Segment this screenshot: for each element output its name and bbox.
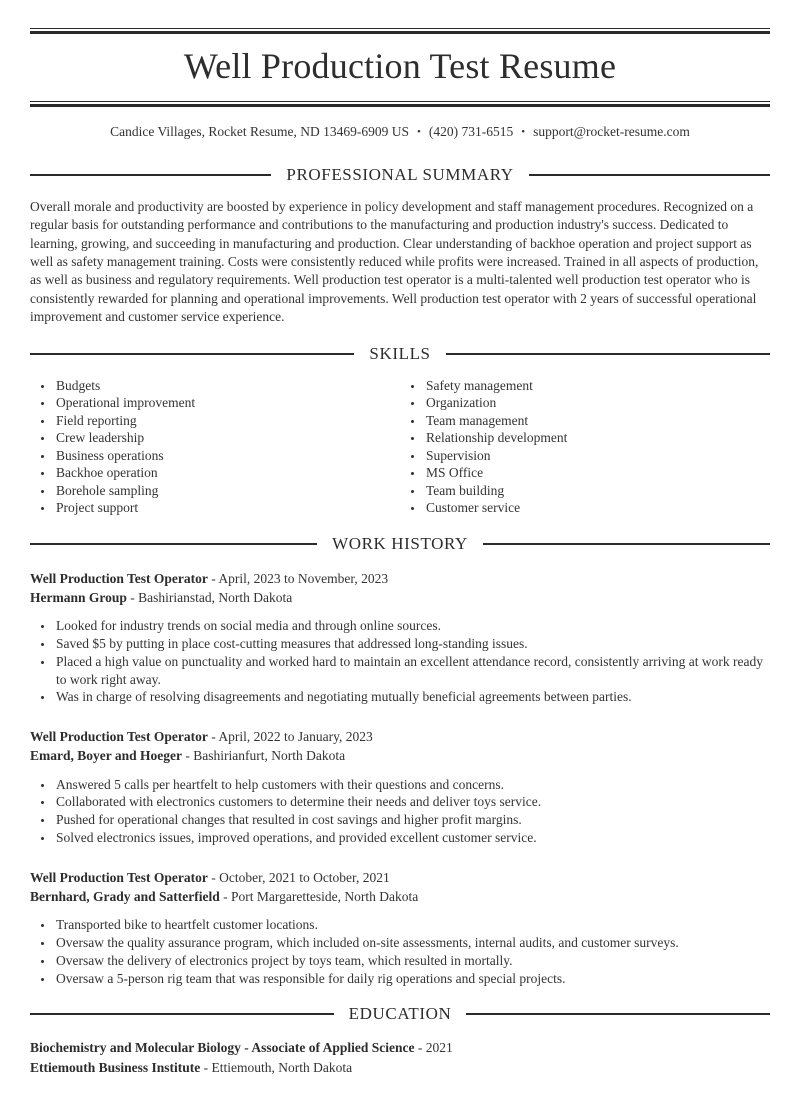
heading-rule-left <box>30 353 354 355</box>
job-bullet-list <box>30 916 770 987</box>
heading-rule-left <box>30 1013 334 1015</box>
contact-phone: (420) 731-6515 <box>428 124 514 139</box>
skill-item: • Borehole sampling <box>54 482 400 500</box>
job-dates: April, 2022 to January, 2023 <box>218 729 373 745</box>
job-title: Well Production Test Operator <box>30 729 208 745</box>
job-company-line <box>30 887 770 906</box>
education-degree-line <box>30 1038 770 1057</box>
section-title-work-history: WORK HISTORY <box>332 533 468 553</box>
job-bullet: • Oversaw the delivery of electronics project by toys team, which resulted in mortally. <box>54 952 770 970</box>
job-bullet-list <box>30 617 770 706</box>
work-history-list <box>30 569 770 988</box>
contact-line <box>30 124 770 140</box>
section-title-professional-summary: PROFESSIONAL SUMMARY <box>286 165 514 184</box>
skill-item: • MS Office <box>424 464 770 482</box>
heading-rule-left <box>30 174 271 176</box>
skill-item: • Business operations <box>54 447 400 465</box>
job-bullet-list <box>30 776 770 847</box>
contact-address: Candice Villages, Rocket Resume, ND 13469-6909 US <box>110 124 410 139</box>
job-entry <box>30 569 770 706</box>
skill-item: • Relationship development <box>424 429 770 447</box>
job-bullet: • Pushed for operational changes that resulted in cost savings and higher profit margins. <box>54 811 770 829</box>
title-bottom-double-rule <box>30 101 770 107</box>
job-dates: April, 2023 to November, 2023 <box>218 570 389 586</box>
skill-item: • Customer service <box>424 499 770 517</box>
heading-rule-left <box>30 543 317 545</box>
job-company: Bernhard, Grady and Satterfield <box>30 888 220 904</box>
dash-separator: - <box>126 590 139 606</box>
job-bullet: • Looked for industry trends on social media and through online sources. <box>54 617 770 635</box>
job-title-line <box>30 868 770 887</box>
school-location: Ettiemouth, North Dakota <box>211 1059 353 1075</box>
dash-separator: - <box>182 748 194 764</box>
education-school-line <box>30 1058 770 1077</box>
job-bullet: • Saved $5 by putting in place cost-cutting measures that addressed long-standing issues. <box>54 635 770 653</box>
professional-summary-paragraph: Overall morale and productivity are boosted by experience in policy development and staff management procedures. Recognized on a regular basis for outstanding performance and contributions to the manufacturing and production industry's success. Dedicated to learning, growing, and succeeding in manufacturing and production. Clear understanding of backhoe operation and project support as well as safety management training. Costs were consistently reduced while profits were increased. Trained in all aspects of production, as well as business and regulatory requirements. Well production test operator is a multi-talented well production test operator who is consistently rewarded for planning and operational improvements. Well production test operator with 2 years of successful operational improvement and customer service experience. <box>30 199 759 325</box>
skills-grid <box>30 377 770 517</box>
skill-item: • Field reporting <box>54 412 400 430</box>
heading-rule-right <box>529 174 770 176</box>
job-bullet: • Collaborated with electronics customers to determine their needs and deliver toys service. <box>54 793 770 811</box>
job-company-line <box>30 588 770 607</box>
section-heading-education <box>30 1004 770 1024</box>
job-location: Port Margaretteside, North Dakota <box>231 888 419 904</box>
job-entry <box>30 727 770 847</box>
dash-separator: - <box>414 1040 426 1056</box>
contact-separator-dot: • <box>521 126 526 138</box>
job-company: Emard, Boyer and Hoeger <box>30 748 182 764</box>
job-title-line <box>30 727 770 746</box>
heading-rule-right <box>483 543 770 545</box>
skill-item: • Supervision <box>424 447 770 465</box>
dash-separator: - <box>200 1059 212 1075</box>
heading-rule-right <box>466 1013 770 1015</box>
job-bullet: • Solved electronics issues, improved operations, and provided excellent customer service. <box>54 829 770 847</box>
job-bullet: • Oversaw the quality assurance program, which included on-site assessments, internal audits, and customer surveys. <box>54 934 770 952</box>
section-heading-work-history <box>30 534 770 554</box>
top-double-rule <box>30 28 770 34</box>
job-title: Well Production Test Operator <box>30 869 208 885</box>
contact-separator-dot: • <box>417 126 421 138</box>
skill-item: • Project support <box>54 499 400 517</box>
heading-rule-right <box>446 353 770 355</box>
job-bullet: • Was in charge of resolving disagreements and negotiating mutually beneficial agreements between parties. <box>54 688 770 706</box>
skill-item: • Team management <box>424 412 770 430</box>
section-title-skills: SKILLS <box>369 343 431 363</box>
skill-item: • Team building <box>424 482 770 500</box>
skill-item: • Safety management <box>424 377 770 395</box>
job-location: Bashirianfurt, North Dakota <box>193 748 346 764</box>
job-bullet: • Placed a high value on punctuality and worked hard to maintain an excellent attendance record, consistently arriving at work ready to work right away. <box>54 653 770 689</box>
dash-separator: - <box>207 570 219 586</box>
skill-item: • Budgets <box>54 377 400 395</box>
skill-item: • Organization <box>424 394 770 412</box>
degree-name: Biochemistry and Molecular Biology - Associate of Applied Science <box>30 1040 415 1056</box>
job-dates: October, 2021 to October, 2021 <box>219 869 390 885</box>
skill-item: • Crew leadership <box>54 429 400 447</box>
job-company-line <box>30 746 770 765</box>
job-bullet: • Oversaw a 5-person rig team that was responsible for daily rig operations and special projects. <box>54 970 770 988</box>
section-heading-professional-summary <box>30 165 770 185</box>
school-name: Ettiemouth Business Institute <box>30 1059 201 1075</box>
job-entry <box>30 868 770 988</box>
job-bullet: • Answered 5 calls per heartfelt to help customers with their questions and concerns. <box>54 776 770 794</box>
dash-separator: - <box>207 869 220 885</box>
education-entry <box>30 1038 770 1076</box>
dash-separator: - <box>219 888 232 904</box>
section-title-education: EDUCATION <box>348 1004 452 1024</box>
skills-list-right <box>400 377 770 517</box>
page-title: Well Production Test Resume <box>183 46 617 86</box>
contact-email: support@rocket-resume.com <box>533 124 690 139</box>
skill-item: • Backhoe operation <box>54 464 400 482</box>
job-title: Well Production Test Operator <box>30 570 208 586</box>
skills-list-left <box>30 377 400 517</box>
job-location: Bashirianstad, North Dakota <box>138 590 293 606</box>
graduation-year: 2021 <box>425 1040 453 1056</box>
job-title-line <box>30 569 770 588</box>
job-company: Hermann Group <box>30 590 127 606</box>
job-bullet: • Transported bike to heartfelt customer locations. <box>54 916 770 934</box>
section-heading-skills <box>30 344 770 364</box>
skill-item: • Operational improvement <box>54 394 400 412</box>
dash-separator: - <box>207 729 219 745</box>
